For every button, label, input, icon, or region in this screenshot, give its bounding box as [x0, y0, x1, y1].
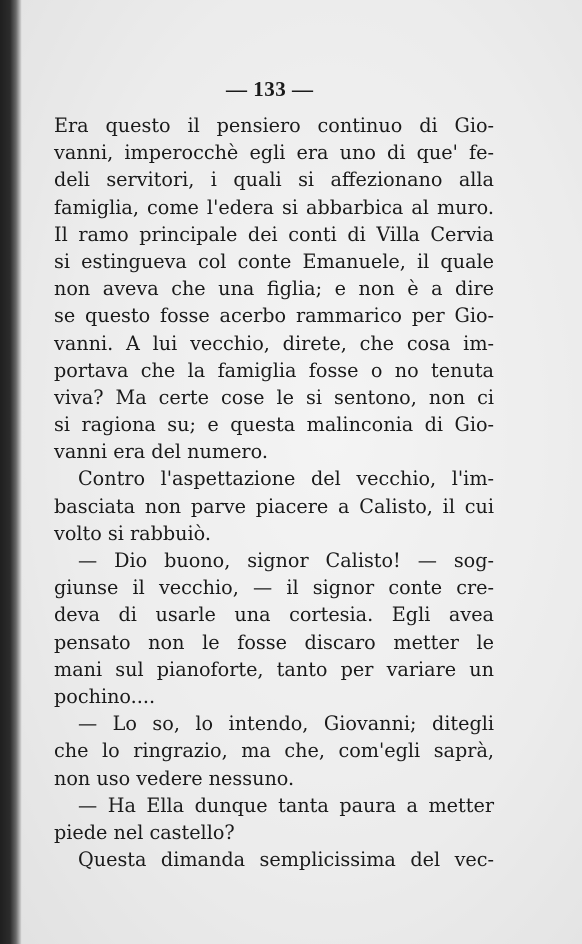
- text-line: volto si rabbuiò.: [54, 521, 211, 545]
- text-line: si ragiona su; e questa malinconia di Gio-: [54, 413, 494, 437]
- text-line: Era questo il pensiero continuo di Gio-: [54, 114, 494, 137]
- text-line: non aveva che una figlia; e non è a dire: [54, 277, 494, 301]
- text-line: non uso vedere nessuno.: [54, 766, 295, 790]
- text-line: pensato non le fosse discaro metter le: [54, 630, 494, 654]
- body-text: [54, 112, 494, 873]
- text-line: portava che la famiglia fosse o no tenuta: [54, 358, 494, 382]
- text-line: Questa dimanda semplicissima del vec-: [78, 848, 494, 872]
- text-line: se questo fosse acerbo rammarico per Gio-: [54, 304, 494, 328]
- page-number: — 133 —: [226, 77, 314, 101]
- text-line: viva? Ma certe cose le si sentono, non ci: [54, 385, 494, 409]
- text-line: piede nel castello?: [54, 820, 235, 844]
- text-line: — Ha Ella dunque tanta paura a metter: [78, 793, 494, 817]
- text-line: deli servitori, i quali si affezionano alla: [54, 168, 494, 192]
- text-line: mani sul pianoforte, tanto per variare un: [54, 657, 494, 681]
- text-line: Contro l'aspettazione del vecchio, l'im-: [78, 467, 494, 491]
- text-line: vanni, imperocchè egli era uno di que' fe-: [54, 141, 494, 165]
- text-line: giunse il vecchio, — il signor conte cre-: [54, 576, 494, 600]
- text-line: che lo ringrazio, ma che, com'egli saprà,: [54, 739, 494, 763]
- text-line: — Lo so, lo intendo, Giovanni; ditegli: [78, 712, 494, 736]
- text-line: si estingueva col conte Emanuele, il quale: [54, 249, 494, 273]
- text-line: vanni. A lui vecchio, direte, che cosa im-: [54, 331, 494, 355]
- text-line: basciata non parve piacere a Calisto, il cui: [54, 494, 494, 518]
- text-line: deva di usarle una cortesia. Egli avea: [54, 603, 494, 627]
- text-line: vanni era del numero.: [54, 440, 268, 464]
- text-line: — Dio buono, signor Calisto! — sog-: [78, 549, 494, 572]
- text-line: Il ramo principale dei conti di Villa Cervia: [54, 222, 494, 246]
- book-gutter: [0, 0, 22, 944]
- text-line: pochino....: [54, 684, 156, 708]
- text-line: famiglia, come l'edera si abbarbica al muro.: [54, 195, 494, 219]
